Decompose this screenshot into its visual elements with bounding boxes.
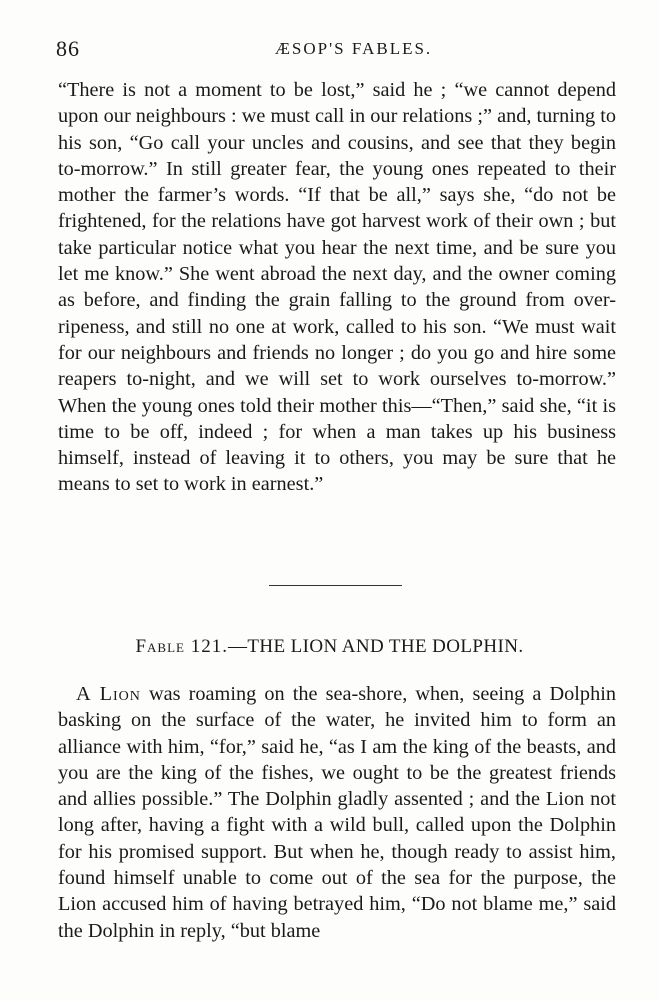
running-title: ÆSOP'S FABLES. [274,39,433,58]
continued-paragraph: “There is not a moment to be lost,” said he ; “we cannot depend upon our neighbours : we must call in our relations ;” and, turning to his son, “Go call your uncles and cousins, and see that they begin to-morrow.” In still greater fear, the young ones repeated to their mother the farmer’s words. “If that be all,” says she, “do not be frightened, for the relations have got harvest work of their own ; but take particular notice what you hear the next time, and be sure you let me know.” She went abroad the next day, and the owner coming as before, and finding the grain falling to the ground from over-ripeness, and still no one at work, called to his son. “We must wait for our neighbours and friends no longer ; do you go and hire some reapers to-night, and we will set to work ourselves to-morrow.” When the young ones told their mother this—“Then,” said she, “it is time to be off, indeed ; for when a man takes up his business himself, instead of leaving it to others, you may be sure that he means to set to work in earnest.” [58,79,616,496]
fable-opening-words: A Lion [76,683,141,705]
fable-paragraph [58,681,616,944]
fable-heading [0,636,659,658]
fable-title: —THE LION AND THE DOLPHIN. [227,636,524,657]
fable-text: was roaming on the sea-shore, when, seeing a Dolphin basking on the surface of the water, he invited him to form an alliance with him, “for,” said he, “as I am the king of the beasts, and you are the king of the fishes, we ought to be the greatest friends and allies possible.” The Dolphin gladly assented ; and the Lion not long after, having a fight with a wild bull, called upon the Dolphin for his promised support. But when he, though ready to assist him, found himself unable to come out of the sea for the purpose, the Lion accused him of having betrayed him, “Do not blame me,” said the Dolphin in reply, “but blame [58,683,616,942]
running-head [56,36,611,64]
section-divider [269,585,402,586]
page-number: 86 [56,36,80,61]
fable-number-label: Fable 121. [135,636,228,657]
